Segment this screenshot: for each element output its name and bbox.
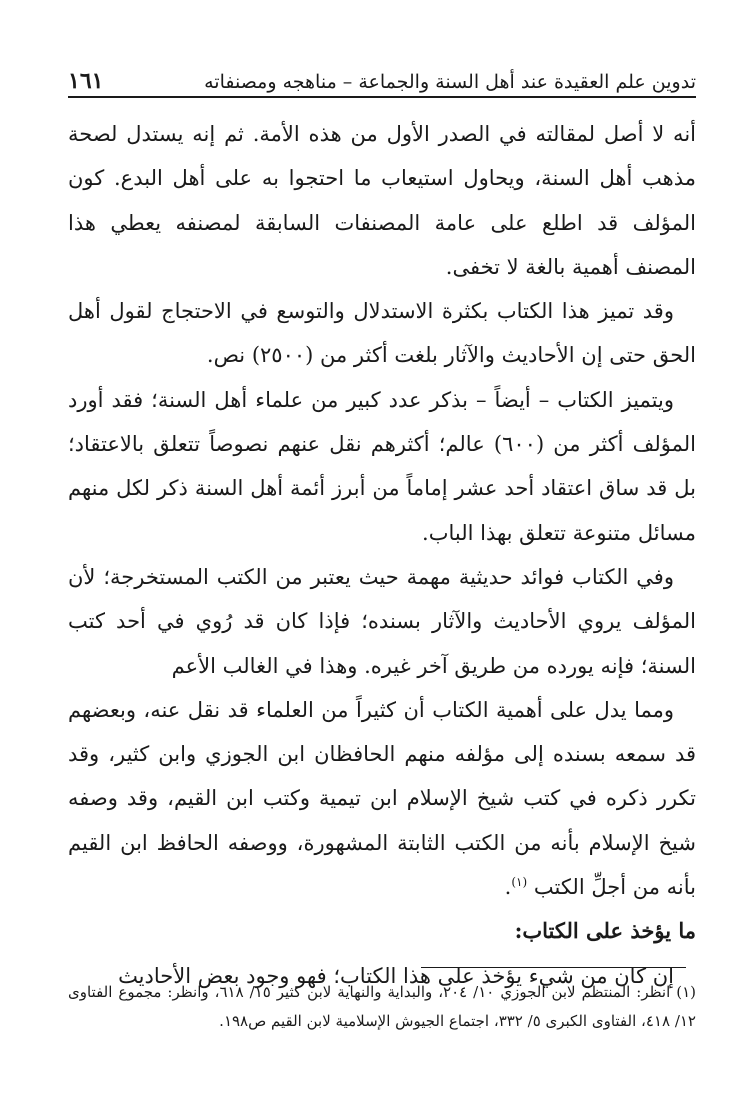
- paragraph-5-text: ومما يدل على أهمية الكتاب أن كثيراً من العلماء قد نقل عنه، وبعضهم قد سمعه بسنده إلى مؤلفه منهم الحافظان ابن الجوزي وابن كثير، وقد تكرر ذكره في كتب شيخ الإسلام ابن تيمية وكتب ابن القيم، وقد وصفه شيخ الإسلام بأنه من الكتب الثابتة المشهورة، ووصفه الحافظ ابن القيم بأنه من أجلِّ الكتب: [68, 697, 697, 900]
- footnotes: [68, 978, 696, 1036]
- paragraph-1: أنه لا أصل لمقالته في الصدر الأول من هذه الأمة. ثم إنه يستدل لصحة مذهب أهل السنة، ويحاول استيعاب ما احتجوا به على أهل البدع. كون المؤلف قد اطلع على عامة المصنفات السابقة لمصنفه يعطي هذا المصنف أهمية بالغة لا تخفى.: [68, 122, 696, 279]
- paragraph-3: ويتميز الكتاب – أيضاً – بذكر عدد كبير من علماء أهل السنة؛ فقد أورد المؤلف أكثر من (٦٠٠) عالم؛ أكثرهم نقل عنهم نصوصاً تتعلق بالاعتقاد؛ بل قد ساق اعتقاد أحد عشر إماماً من أبرز أئمة أهل السنة ذكر لكل منهم مسائل متنوعة تتعلق بهذا الباب.: [68, 387, 696, 545]
- paragraph-6: إن كان من شيء يؤخذ على هذا الكتاب؛ فهو وجود بعض الأحاديث: [118, 963, 674, 988]
- body-text: [68, 112, 696, 998]
- page-number: ١٦١: [68, 68, 104, 94]
- section-heading: ما يؤخذ على الكتاب:: [514, 918, 696, 944]
- paragraph-4: وفي الكتاب فوائد حديثية مهمة حيث يعتبر من الكتب المستخرجة؛ لأن المؤلف يروي الأحاديث والآثار بسنده؛ فإذا كان قد رُوي في أحد كتب السنة؛ فإنه يورده من طريق آخر غيره. وهذا في الغالب الأعم: [68, 564, 696, 678]
- paragraph-5-end: .: [504, 875, 512, 900]
- page-header: [68, 56, 696, 92]
- header-rule: [68, 96, 696, 98]
- running-title: تدوين علم العقيدة عند أهل السنة والجماعة – مناهجه ومصنفاته: [204, 71, 696, 93]
- footnote-1: (١) انظر: المنتظم لابن الجوزي ١٠/ ٢٠٤، والبداية والنهاية لابن كثير ١٥/ ٦١٨، وانظر: مجموع الفتاوى ١٢/ ٤١٨، الفتاوى الكبرى ٥/ ٣٣٢، اجتماع الجيوش الإسلامية لابن القيم ص١٩٨.: [68, 983, 696, 1030]
- paragraph-5: [68, 688, 696, 909]
- paragraph-2: وقد تميز هذا الكتاب بكثرة الاستدلال والتوسع في الاحتجاج لقول أهل الحق حتى إن الأحاديث والآثار بلغت أكثر من (٢٥٠٠) نص.: [68, 299, 696, 368]
- footnote-rule: [421, 967, 686, 968]
- footnote-marker: (١): [511, 875, 528, 890]
